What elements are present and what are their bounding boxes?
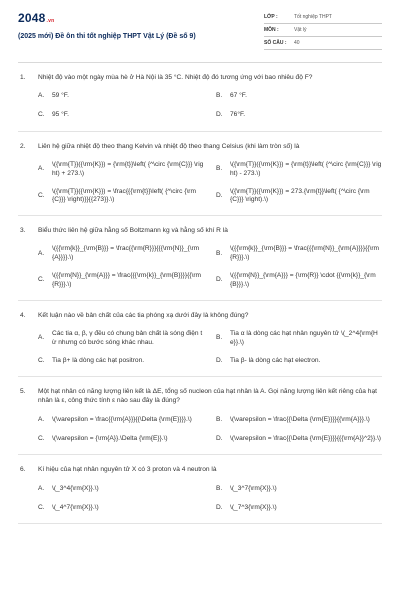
answer-option[interactable] [216, 188, 382, 206]
question-text: Kết luận nào về bản chất của các tia phóng xạ dưới đây là không đúng? [38, 311, 249, 319]
answer-option[interactable] [38, 92, 204, 102]
answer-options [18, 92, 382, 121]
answer-option[interactable] [38, 272, 204, 290]
question-text: Liên hệ giữa nhiệt độ theo thang Kelvin và nhiệt độ theo thang Celsius (khi làm tròn số) là [38, 142, 300, 150]
header-left [18, 10, 256, 42]
option-label: C. [38, 192, 45, 199]
option-text: \(_7^3{\rm{X}}.\) [230, 503, 277, 511]
option-text: \({\rm{T}}({\rm{K}}) = {\rm{t}}\left( {^\circ {\rm{C}}} \right) + 273.\) [52, 160, 204, 177]
answer-option[interactable] [216, 330, 382, 348]
option-text: \(\varepsilon = {\rm{A}}.\Delta {\rm{E}}.\) [52, 434, 168, 442]
option-label: D. [216, 357, 223, 365]
answer-option[interactable] [216, 484, 382, 494]
answer-option[interactable] [38, 245, 204, 263]
option-label: B. [216, 484, 223, 492]
meta-row-count [264, 37, 382, 50]
option-text: \({{\rm{k}}_{\rm{B}}} = \frac{{\rm{R}}}{{{\rm{N}}_{\rm{A}}}}.\) [52, 245, 200, 262]
question-text: Kí hiệu của hạt nhân nguyên tử X có 3 proton và 4 neutron là [38, 466, 217, 474]
option-text: \(_4^7{\rm{X}}.\) [52, 503, 99, 511]
option-text: \({{\rm{N}}_{\rm{A}}} = {\rm{R}} \cdot {{\rm{k}}_{\rm{B}}}.\) [230, 272, 376, 288]
meta-row-subject [264, 24, 382, 37]
option-text: \(_3^7{\rm{X}}.\) [230, 484, 277, 492]
answer-option[interactable] [38, 111, 204, 121]
option-text: Các tia α, β, γ đều có chung bản chất là sóng điện từ nhưng có bước sóng khác nhau. [52, 329, 203, 346]
meta-row-class [264, 11, 382, 24]
option-text: Tia β- là dòng các hạt electron. [230, 357, 321, 365]
option-text: \(_3^4{\rm{X}}.\) [52, 484, 99, 492]
meta-key: SỐ CÂU : [264, 39, 287, 46]
option-label: D. [216, 434, 223, 442]
answer-option[interactable] [38, 161, 204, 179]
answer-option[interactable] [216, 503, 382, 513]
question-text: Biểu thức liên hệ giữa hằng số Boltzmann kg và hằng số khí R là [38, 227, 228, 235]
option-label: A. [38, 92, 45, 100]
question-number: 1. [20, 74, 26, 81]
site-logo[interactable] [18, 10, 256, 26]
option-label: B. [216, 415, 223, 423]
question-number: 2. [20, 142, 26, 150]
meta-key: LỚP : [264, 13, 278, 20]
option-text: 67 °F. [230, 92, 247, 100]
answer-option[interactable] [38, 330, 204, 348]
option-label: A. [38, 165, 45, 173]
option-label: D. [216, 111, 223, 119]
option-text: Tia β+ là dòng các hạt positron. [52, 357, 145, 365]
option-text: \(\varepsilon = \frac{{\rm{A}}}{{\Delta {\rm{E}}}}.\) [52, 415, 192, 423]
answer-options [18, 245, 382, 290]
option-text: \({\rm{T}}({\rm{K}}) = 273.{\rm{t}}\left( {^\circ {\rm{C}}} \right).\) [230, 187, 370, 204]
option-text: 59 °F. [52, 92, 69, 100]
answer-option[interactable] [38, 484, 204, 494]
answer-options [18, 484, 382, 513]
option-label: B. [216, 249, 223, 257]
answer-option[interactable] [38, 188, 204, 206]
answer-option[interactable] [38, 415, 204, 425]
meta-value: 40 [294, 39, 300, 46]
answer-option[interactable] [216, 161, 382, 179]
question-header [18, 466, 382, 475]
option-text: 95 °F. [52, 111, 69, 119]
answer-option[interactable] [216, 245, 382, 263]
answer-option[interactable] [38, 503, 204, 513]
question-block [18, 216, 382, 300]
answer-options [18, 161, 382, 206]
option-text: Tia α là dòng các hạt nhân nguyên tử \(_2^4{\rm{He}}.\) [230, 329, 378, 346]
answer-options [18, 415, 382, 444]
header [18, 10, 382, 50]
question-text: Một hạt nhân có năng lượng liên kết là ΔE, tổng số nucleon của hạt nhân là A. Gọi năng lượng liên kết riêng của hạt nhân là ε, công thức tính ε nào sau đây là đúng? [38, 388, 377, 405]
option-label: B. [216, 165, 223, 173]
answer-option[interactable] [38, 434, 204, 444]
meta-value: Tốt nghiệp THPT [294, 13, 332, 20]
question-header [18, 227, 382, 236]
logo-suffix: .vn [46, 18, 55, 24]
option-text: \({{\rm{k}}_{\rm{B}}} = \frac{{{\rm{N}}_{\rm{A}}}}{{\rm{R}}}.\) [230, 245, 380, 262]
question-header [18, 388, 382, 406]
question-block [18, 455, 382, 524]
option-label: C. [38, 276, 45, 284]
question-text: Nhiệt độ vào một ngày mùa hè ở Hà Nội là 35 °C. Nhiệt độ đó tương ứng với bao nhiêu độ F? [38, 74, 313, 81]
answer-options [18, 330, 382, 367]
question-number: 3. [20, 227, 26, 235]
question-number: 4. [20, 311, 26, 319]
answer-option[interactable] [216, 356, 382, 366]
option-text: \({\rm{T}}({\rm{K}}) = \frac{{{\rm{t}}\left( {^\circ {\rm{C}}} \right)}}{{273}}.\) [52, 187, 197, 204]
option-label: C. [38, 503, 45, 511]
question-header [18, 74, 382, 83]
option-label: C. [38, 434, 45, 442]
answer-option[interactable] [216, 434, 382, 444]
exam-meta [264, 11, 382, 50]
option-label: A. [38, 334, 45, 342]
option-text: \({{\rm{N}}_{\rm{A}}} = \frac{{{\rm{k}}_{\rm{B}}}}{{\rm{R}}}.\) [52, 272, 202, 288]
answer-option[interactable] [216, 111, 382, 121]
exam-title: (2025 mới) Đề ôn thi tốt nghiệp THPT Vật Lý (Đề số 9) [18, 33, 196, 41]
option-label: B. [216, 92, 223, 100]
option-text: \(\varepsilon = \frac{{\Delta {\rm{E}}}}{{\rm{A}}}.\) [230, 415, 370, 423]
question-number: 6. [20, 466, 26, 474]
option-label: A. [38, 484, 45, 492]
question-block [18, 377, 382, 455]
question-header [18, 143, 382, 152]
answer-option[interactable] [216, 272, 382, 290]
logo-text: 2048 [18, 11, 46, 25]
question-header [18, 312, 382, 321]
question-number: 5. [20, 388, 26, 396]
question-block [18, 132, 382, 216]
answer-option[interactable] [216, 92, 382, 102]
meta-value: Vật lý [294, 26, 307, 33]
option-text: 76°F. [230, 111, 246, 119]
question-list [18, 63, 382, 524]
meta-key: MÔN : [264, 26, 279, 33]
option-label: A. [38, 415, 45, 423]
option-label: C. [38, 111, 45, 119]
option-text: \({\rm{T}}({\rm{K}}) = {\rm{t}}\left( {^\circ {\rm{C}}} \right) - 273.\) [230, 160, 382, 177]
question-block [18, 63, 382, 132]
option-label: D. [216, 276, 223, 284]
option-label: D. [216, 192, 223, 199]
option-label: C. [38, 357, 45, 365]
option-label: A. [38, 249, 45, 257]
answer-option[interactable] [38, 356, 204, 366]
question-block [18, 301, 382, 378]
option-label: B. [216, 334, 223, 342]
option-label: D. [216, 503, 223, 511]
option-text: \(\varepsilon = \frac{{\Delta {\rm{E}}}}{{{\rm{A}}^2}}.\) [230, 434, 382, 442]
answer-option[interactable] [216, 415, 382, 425]
